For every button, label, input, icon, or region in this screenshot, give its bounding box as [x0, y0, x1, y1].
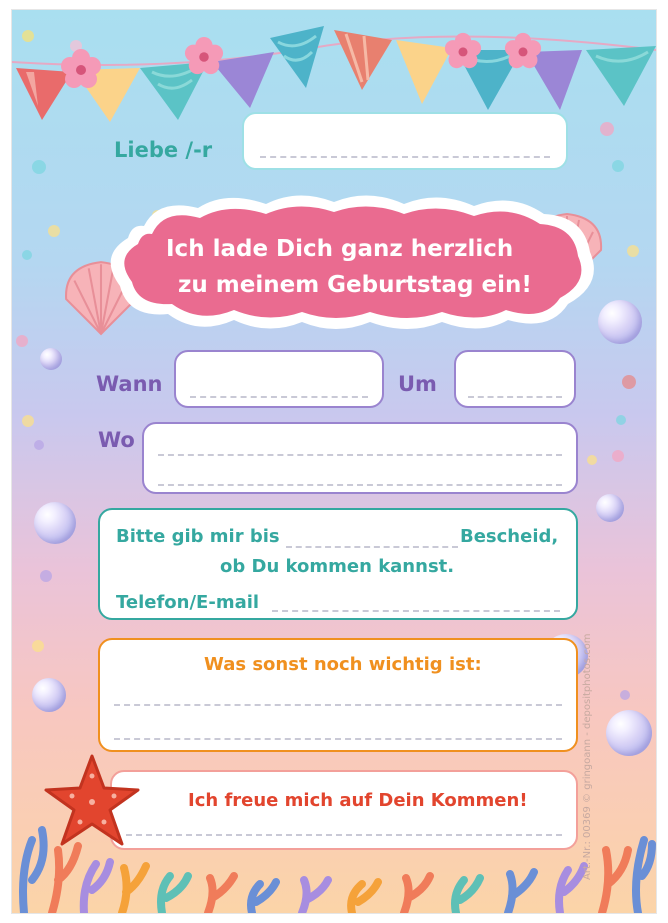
confetti-dot	[22, 415, 34, 427]
rsvp-line1-suffix: Bescheid,	[460, 526, 559, 547]
confetti-dot	[627, 245, 639, 257]
starfish-icon	[42, 752, 142, 852]
important-box	[98, 638, 578, 752]
confetti-dot	[616, 415, 626, 425]
flower-icon	[60, 48, 102, 90]
where-field[interactable]	[142, 422, 578, 494]
important-line-2[interactable]	[114, 738, 562, 740]
bunting-flag	[334, 30, 392, 90]
bunting-garland	[12, 10, 656, 125]
time-label: Um	[398, 372, 437, 396]
confetti-dot	[612, 450, 624, 462]
confetti-dot	[22, 250, 32, 260]
where-label: Wo	[98, 428, 135, 452]
confetti-dot	[40, 570, 52, 582]
greeting-label: Liebe /-r	[114, 138, 213, 162]
confetti-dot	[620, 690, 630, 700]
where-line-2	[158, 484, 562, 486]
headline-line-2: zu meinem Geburtstag ein!	[178, 272, 532, 298]
rsvp-line2: ob Du kommen kannst.	[220, 556, 455, 577]
confetti-dot	[16, 335, 28, 347]
contact-label: Telefon/E-mail	[116, 592, 260, 613]
confetti-dot	[622, 375, 636, 389]
greeting-line	[260, 156, 550, 158]
watermark-text: Art.-Nr.: 00369 © gringoann - depositphotos.com	[582, 633, 593, 880]
when-label: Wann	[96, 372, 163, 396]
bunting-flag	[586, 46, 656, 106]
confetti-dot	[48, 225, 60, 237]
contact-line[interactable]	[272, 610, 560, 612]
time-field[interactable]	[454, 350, 576, 408]
flower-icon	[184, 36, 224, 76]
bubble-icon	[32, 678, 66, 712]
time-line	[468, 396, 562, 398]
closing-text: Ich freue mich auf Dein Kommen!	[188, 790, 528, 811]
headline-line-1: Ich lade Dich ganz herzlich	[166, 236, 514, 262]
invitation-card	[12, 10, 656, 913]
bubble-icon	[596, 494, 624, 522]
important-label: Was sonst noch wichtig ist:	[204, 654, 482, 675]
flower-icon	[444, 32, 482, 70]
bubble-icon	[34, 502, 76, 544]
confetti-dot	[32, 640, 44, 652]
bubble-icon	[40, 348, 62, 370]
greeting-field[interactable]	[242, 112, 568, 170]
bubble-icon	[606, 710, 652, 756]
when-field[interactable]	[174, 350, 384, 408]
rsvp-date-line[interactable]	[286, 546, 458, 548]
where-line-1	[158, 454, 562, 456]
confetti-dot	[587, 455, 597, 465]
important-line-1[interactable]	[114, 704, 562, 706]
bunting-flag	[270, 26, 324, 88]
confetti-dot	[34, 440, 44, 450]
when-line	[190, 396, 368, 398]
rsvp-box	[98, 508, 578, 620]
confetti-dot	[32, 160, 46, 174]
confetti-dot	[612, 160, 624, 172]
flower-icon	[504, 32, 542, 70]
rsvp-line1-prefix: Bitte gib mir bis	[116, 526, 280, 547]
